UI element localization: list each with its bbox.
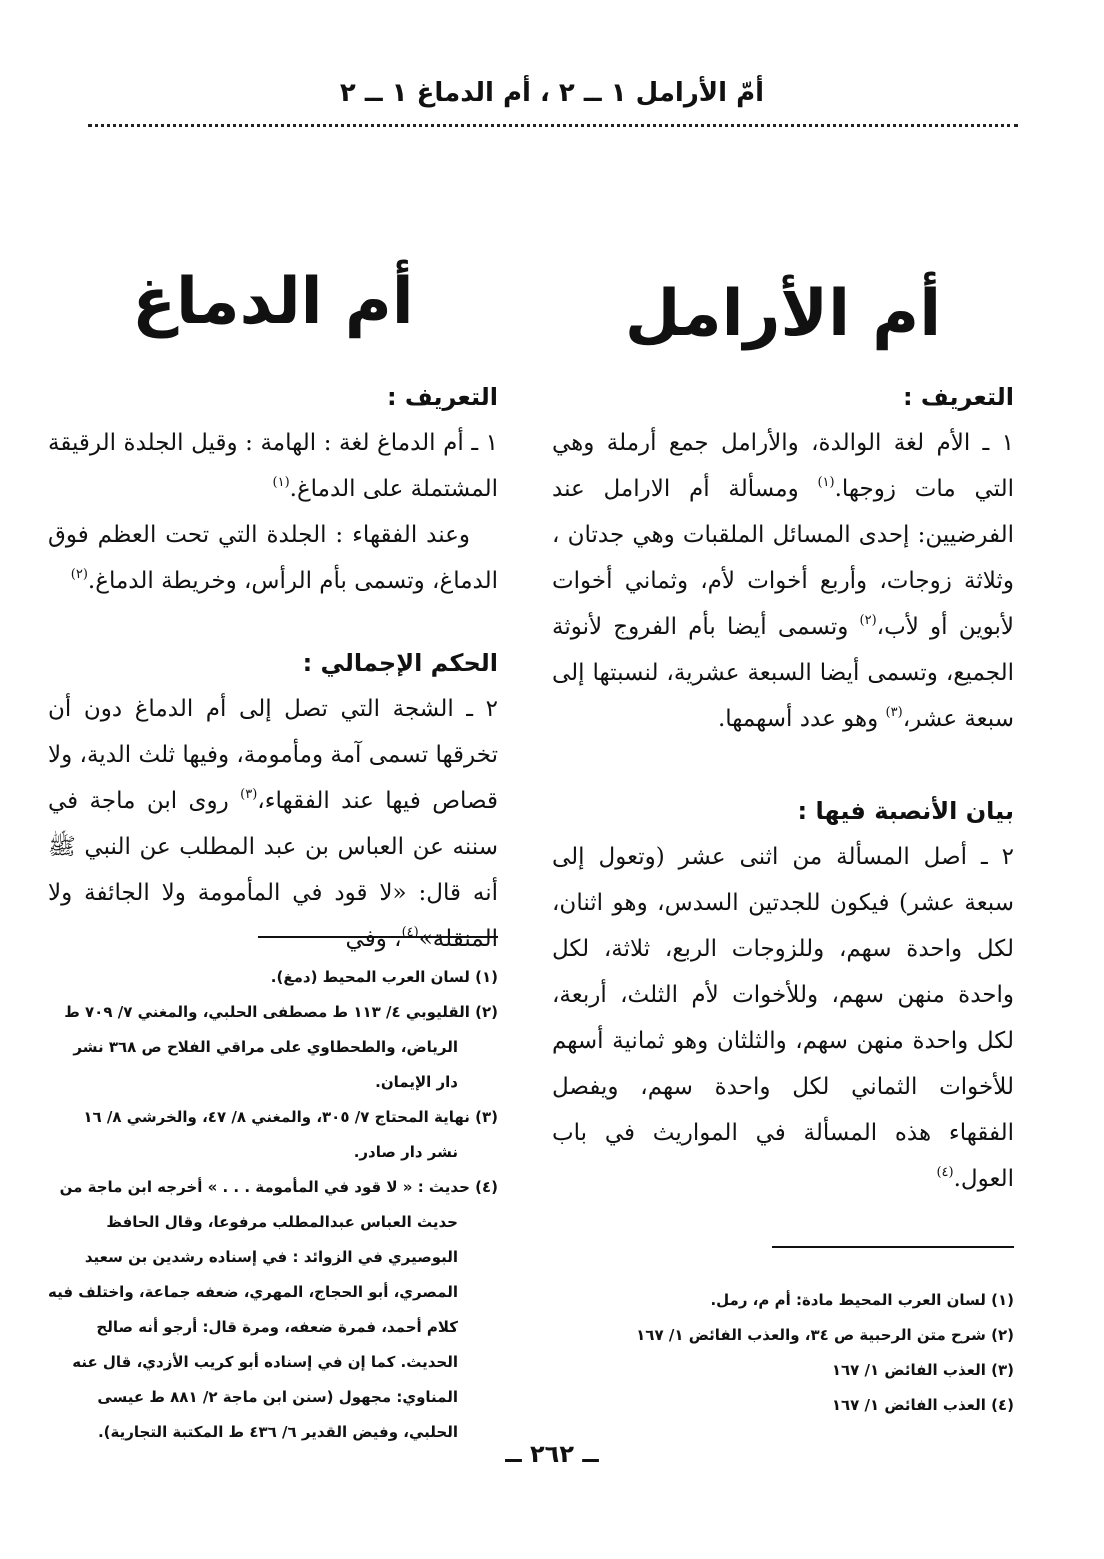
footnote-item: (٣) نهاية المحتاج ٧/ ٣٠٥، والمغني ٨/ ٤٧، والخرشي ٨/ ١٦ نشر دار صادر. — [83, 1108, 498, 1161]
left-definition-text: ١ ـ أم الدماغ لغة : الهامة : وقيل الجلدة الرقيقة المشتملة على الدماغ. — [48, 430, 498, 502]
footnote-item: (٣) العذب الفائض ١/ ١٦٧ — [831, 1361, 1014, 1379]
right-footnotes — [552, 1283, 1014, 1423]
right-definition-heading: التعريف : — [902, 383, 1014, 411]
footnote-ref: (٢) — [70, 567, 88, 582]
footnote-ref: (١) — [817, 475, 835, 490]
footnote-ref: (٣) — [240, 787, 258, 802]
left-definition-heading: التعريف : — [386, 383, 498, 411]
running-head: أمّ الأرامل ١ ــ ٢ ، أم الدماغ ١ ــ ٢ — [339, 78, 765, 108]
right-definition-text-2: ومسألة أم الارامل عند الفرضيين: إحدى المسائل الملقبات وهي جدتان ، وثلاثة زوجات، وأربع أخوات لأم، وثماني أخوات لأبوين أو لأب، — [552, 476, 1014, 640]
right-shares-heading: بيان الأنصبة فيها : — [797, 797, 1014, 825]
footnote-item: (٤) حديث : « لا قود في المأمومة . . . » أخرجه ابن ماجة من حديث العباس عبدالمطلب مرفوعا، وقال الحافظ البوصيري في الزوائد : في إسناده رشدين بن سعيد المصري، أبو الحجاج، المهري، ضعفه جماعة، واختلف فيه كلام أحمد، فمرة ضعفه، ومرة قال: أرجو أنه صالح الحديث. كما إن في إسناده أبو كريب الأزدي، قال عنه المناوي: مجهول (سنن ابن ماجة ٢/ ٨٨١ ط عيسى الحلبي، وفيض القدير ٦/ ٤٣٦ ط المكتبة التجارية). — [48, 1178, 498, 1441]
right-definition-text-3: وتسمى أيضا بأم الفروج لأنوثة الجميع، وتسمى أيضا السبعة عشرية، لنسبتها إلى سبعة عشر، — [552, 614, 1014, 732]
footnote-item: (١) لسان العرب المحيط مادة: أم م، رمل. — [710, 1291, 1014, 1309]
left-article-body — [48, 374, 498, 962]
left-ruling-text-2: روى ابن ماجة في سننه عن العباس بن عبد المطلب عن النبي ﷺ أنه قال: «لا قود في المأمومة ولا الجائفة ولا المنقلة» — [48, 788, 498, 952]
page-number: ــ ٢٦٢ ــ — [505, 1440, 599, 1468]
footnote-item: (٤) العذب الفائض ١/ ١٦٧ — [831, 1396, 1014, 1414]
right-shares-text: ٢ ـ أصل المسألة من اثنى عشر (وتعول إلى سبعة عشر) فيكون للجدتين السدس، وهو اثنان، لكل واحدة سهم، وللزوجات الربع، ثلاثة، لكل واحدة منهن سهم، وللأخوات لأم الثلث، أربعة، لكل واحدة منهن سهم، والثلثان وهو ثمانية أسهم للأخوات الثماني لكل واحدة سهم، ويفصل الفقهاء هذه المسألة في المواريث في باب العول. — [552, 844, 1014, 1192]
footnote-item: (٢) شرح متن الرحبية ص ٣٤، والعذب الفائض ١/ ١٦٧ — [636, 1326, 1014, 1344]
left-fuqaha-paragraph — [48, 512, 498, 604]
right-article-title: أم الأرامل — [624, 277, 942, 351]
right-shares-paragraph — [552, 834, 1014, 1202]
footnote-ref: (١) — [272, 475, 290, 490]
footnote-ref: (٢) — [859, 613, 877, 628]
footnote-ref: (٤) — [401, 925, 419, 940]
left-ruling-text-3: ، وفي — [345, 926, 402, 952]
footnote-ref: (٣) — [885, 705, 903, 720]
footnote-item: (١) لسان العرب المحيط (دمغ). — [270, 968, 498, 986]
left-ruling-paragraph — [48, 686, 498, 962]
left-footnote-rule — [258, 936, 498, 938]
left-article-title: أم الدماغ — [132, 265, 414, 339]
header-divider — [88, 124, 1018, 127]
footnote-item: (٢) القليوبي ٤/ ١١٣ ط مصطفى الحلبي، والمغني ٧/ ٧٠٩ ط الرياض، والطحطاوي على مراقي الفلاح ص ٣٦٨ نشر دار الإيمان. — [64, 1003, 498, 1091]
left-definition-paragraph — [48, 420, 498, 512]
left-ruling-text: ٢ ـ الشجة التي تصل إلى أم الدماغ دون أن تخرقها تسمى آمة ومأمومة، وفيها ثلث الدية، ولا قصاص فيها عند الفقهاء، — [48, 696, 498, 814]
right-article-body — [552, 374, 1014, 1202]
footnote-ref: (٤) — [936, 1165, 954, 1180]
right-definition-text: ١ ـ الأم لغة الوالدة، والأرامل جمع أرملة وهي التي مات زوجها. — [552, 430, 1014, 502]
left-footnotes — [48, 960, 498, 1450]
right-definition-text-4: وهو عدد أسهمها. — [717, 706, 886, 732]
right-definition-paragraph — [552, 420, 1014, 742]
left-ruling-heading: الحكم الإجمالي : — [302, 649, 498, 677]
left-fuqaha-text: وعند الفقهاء : الجلدة التي تحت العظم فوق الدماغ، وتسمى بأم الرأس، وخريطة الدماغ. — [48, 522, 498, 594]
right-footnote-rule — [772, 1246, 1014, 1248]
